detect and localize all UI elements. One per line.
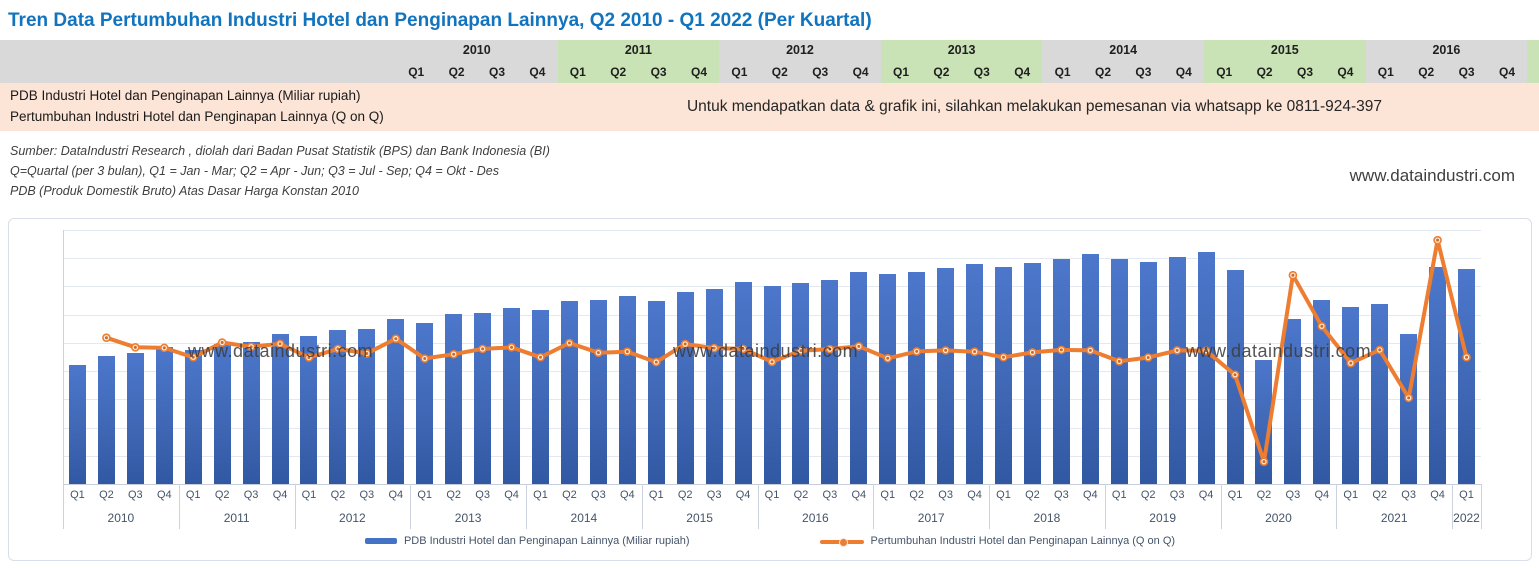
line-marker: [886, 357, 889, 360]
header-quarter-cell: Q4: [679, 60, 719, 83]
x-axis-quarter-label: Q4: [967, 489, 982, 501]
line-marker: [1147, 356, 1150, 359]
x-axis-quarter-label: Q2: [99, 489, 114, 501]
row-label-growth: Pertumbuhan Industri Hotel dan Penginapan Lainnya (Q on Q): [10, 109, 384, 124]
x-axis-year-label: 2016: [802, 511, 829, 525]
x-axis-quarter-label: Q3: [128, 489, 143, 501]
legend-label-pdb: PDB Industri Hotel dan Penginapan Lainnya (Miliar rupiah): [403, 535, 690, 547]
x-axis-quarter-label: Q4: [1314, 489, 1330, 501]
header-quarter-cell: Q3: [812, 64, 829, 79]
line-marker: [163, 346, 166, 349]
line-marker: [1031, 351, 1034, 354]
x-axis-quarter-label: Q2: [1025, 489, 1040, 501]
header-quarter-cell: Q3: [1135, 64, 1152, 79]
x-axis-year-label: 2019: [1149, 511, 1176, 525]
x-axis-quarter-label: Q4: [1082, 489, 1098, 501]
x-axis-year-label: 2010: [107, 511, 135, 525]
x-axis-quarter-label: Q4: [388, 489, 404, 501]
header-quarter-cell: Q1: [408, 64, 425, 79]
header-quarter-cell: Q1: [1054, 64, 1071, 79]
x-axis-year-label: 2018: [1033, 511, 1061, 525]
header-year-2013: 2013: [881, 40, 1043, 60]
header-year-2012: 2012: [786, 43, 814, 57]
x-axis-year-label: 2021: [1380, 511, 1408, 525]
promo-band: [0, 83, 1539, 131]
line-marker: [1436, 239, 1439, 242]
x-axis-quarter-label: Q4: [1198, 489, 1214, 501]
line-marker: [597, 351, 600, 354]
watermark-right: www.dataindustri.com: [1186, 341, 1372, 361]
line-marker: [944, 349, 947, 352]
x-axis-quarter-label: Q1: [1227, 489, 1243, 501]
x-axis-quarter-label: Q1: [1111, 489, 1127, 501]
x-axis-year-label: 2014: [570, 511, 598, 525]
x-axis-quarter-label: Q3: [1285, 489, 1301, 501]
header-year-2011: 2011: [558, 40, 720, 60]
x-axis-quarter-label: Q2: [1372, 489, 1388, 501]
header-quarter-cell: Q1: [881, 60, 921, 83]
x-axis-quarter-label: Q3: [1169, 489, 1185, 501]
line-marker: [915, 350, 918, 353]
header-partial-next-year: [1527, 40, 1539, 60]
promo-text: Untuk mendapatkan data & grafik ini, silahkan melakukan pemesanan via whatsapp ke 0811-924-397: [686, 98, 1383, 115]
watermark-center: www.dataindustri.com: [673, 341, 859, 361]
line-marker: [1465, 356, 1468, 359]
x-axis-quarter-label: Q3: [591, 489, 606, 501]
website-text: www.dataindustri.com: [1349, 166, 1515, 185]
x-axis-quarter-label: Q4: [1430, 489, 1445, 501]
x-axis-quarter-label: Q2: [909, 489, 925, 501]
header-quarter-cell: Q4: [1002, 60, 1042, 83]
line-marker: [1320, 325, 1323, 328]
line-marker: [1234, 373, 1237, 376]
x-axis-year-label: 2020: [1265, 511, 1292, 525]
x-axis-quarter-label: Q3: [1401, 489, 1416, 501]
legend-line-swatch-icon: [820, 536, 864, 546]
x-axis-quarter-label: Q1: [1459, 489, 1474, 501]
line-marker: [655, 361, 658, 364]
header-quarter-cell: Q4: [1325, 60, 1365, 83]
pdb-definition-note: PDB (Produk Domestik Bruto) Atas Dasar Harga Konstan 2010: [10, 184, 359, 198]
x-axis-quarter-label: Q2: [330, 489, 346, 501]
quarter-definition-note: Q=Quartal (per 3 bulan), Q1 = Jan - Mar; Q2 = Apr - Jun; Q3 = Jul - Sep; Q4 = Okt - Des: [10, 164, 499, 178]
x-axis-quarter-label: Q2: [446, 489, 462, 501]
x-axis-quarter-label: Q3: [359, 489, 375, 501]
header-quarter-row: [0, 60, 1539, 83]
line-marker: [568, 342, 571, 345]
header-quarter-cell: Q2: [1418, 64, 1435, 79]
legend-item-pdb: [365, 535, 690, 547]
header-quarter-cell: Q4: [1498, 64, 1515, 79]
header-quarter-cell: Q4: [1175, 64, 1192, 79]
x-axis-quarter-label: Q1: [417, 489, 433, 501]
line-marker: [1349, 362, 1352, 365]
line-marker: [1002, 356, 1005, 359]
x-axis-quarter-label: Q3: [1054, 489, 1069, 501]
x-axis-year-label: 2013: [454, 511, 482, 525]
x-axis-quarter-label: Q4: [851, 489, 867, 501]
header-quarter-cell: Q1: [1204, 60, 1244, 83]
header-quarter-cell: Q3: [638, 60, 678, 83]
header-year-2010: 2010: [462, 43, 491, 57]
header-year-2014: 2014: [1109, 43, 1138, 57]
x-axis-quarter-label: Q2: [677, 489, 693, 501]
x-axis-quarter-label: Q1: [185, 489, 201, 501]
x-axis-quarter-label: Q1: [301, 489, 317, 501]
x-axis-quarter-label: Q3: [243, 489, 259, 501]
header-quarter-cell: Q3: [488, 64, 505, 79]
x-axis-quarter-label: Q4: [156, 489, 172, 501]
x-axis-quarter-label: Q2: [562, 489, 577, 501]
x-axis-quarter-label: Q1: [880, 489, 896, 501]
header-quarter-cell: Q1: [1377, 64, 1394, 79]
x-axis-year-label: 2012: [339, 511, 366, 525]
x-axis-quarter-label: Q2: [1140, 489, 1156, 501]
x-axis-quarter-label: Q3: [706, 489, 722, 501]
source-note: Sumber: DataIndustri Research , diolah dari Badan Pusat Statistik (BPS) dan Bank Indonesia (BI): [10, 144, 550, 158]
chart-legend: [9, 535, 1531, 547]
line-marker: [423, 357, 426, 360]
line-marker: [1407, 396, 1410, 399]
x-axis-year-label: 2011: [223, 511, 250, 525]
header-year-2016: 2016: [1432, 43, 1461, 57]
header-quarter-cell: Q2: [1094, 64, 1111, 79]
line-marker: [539, 356, 542, 359]
combo-chart: [8, 218, 1532, 561]
x-axis-quarter-label: Q1: [996, 489, 1011, 501]
line-series: [9, 219, 1531, 560]
x-axis-quarter-label: Q3: [475, 489, 490, 501]
line-marker: [134, 346, 137, 349]
x-axis-quarter-label: Q2: [793, 489, 809, 501]
x-axis-quarter-label: Q1: [764, 489, 780, 501]
x-axis-quarter-label: Q4: [619, 489, 635, 501]
x-axis-quarter-label: Q3: [822, 489, 838, 501]
x-axis-quarter-label: Q1: [70, 489, 85, 501]
header-quarter-cell: Q1: [731, 64, 748, 79]
legend-bar-swatch-icon: [365, 538, 397, 544]
header-quarter-cell: Q4: [852, 64, 869, 79]
header-quarter-cell: Q3: [962, 60, 1002, 83]
line-marker: [510, 346, 513, 349]
x-axis-quarter-label: Q1: [648, 489, 664, 501]
x-axis-quarter-label: Q2: [1256, 489, 1272, 501]
x-axis-quarter-label: Q4: [735, 489, 751, 501]
header-quarter-cell: Q3: [1458, 64, 1475, 79]
x-axis-year-label: 2022: [1453, 511, 1480, 525]
line-marker: [394, 337, 397, 340]
line-marker: [1378, 348, 1381, 351]
header-quarter-cell: Q2: [771, 64, 788, 79]
x-axis-quarter-label: Q3: [938, 489, 953, 501]
header-quarter-cell: Q2: [1244, 60, 1284, 83]
line-marker: [626, 350, 629, 353]
x-axis-year-label: 2017: [917, 511, 945, 525]
line-marker: [973, 350, 976, 353]
x-axis-year-label: 2015: [686, 511, 713, 525]
line-marker: [1118, 360, 1121, 363]
row-label-pdb: PDB Industri Hotel dan Penginapan Lainnya (Miliar rupiah): [10, 88, 361, 103]
line-marker: [1089, 349, 1092, 352]
header-quarter-cell: Q1: [558, 60, 598, 83]
header-quarter-cell: Q2: [448, 64, 465, 79]
watermark-left: www.dataindustri.com: [188, 341, 374, 361]
header-quarter-cell: Q2: [921, 60, 961, 83]
page-title: Tren Data Pertumbuhan Industri Hotel dan Penginapan Lainnya, Q2 2010 - Q1 2022 (Per Kuartal): [8, 10, 872, 31]
legend-item-growth: [820, 535, 1176, 547]
line-marker: [105, 336, 108, 339]
x-axis-quarter-label: Q1: [533, 489, 548, 501]
line-marker: [1262, 460, 1265, 463]
header-year-2015: 2015: [1204, 40, 1366, 60]
line-marker: [452, 353, 455, 356]
line-marker: [481, 347, 484, 350]
x-axis-quarter-label: Q1: [1343, 489, 1359, 501]
header-partial-next-year: [1527, 60, 1539, 83]
line-marker: [1060, 348, 1063, 351]
header-quarter-cell: Q2: [598, 60, 638, 83]
x-axis-quarter-label: Q4: [272, 489, 288, 501]
header-quarter-cell: Q4: [529, 64, 546, 79]
legend-label-growth: Pertumbuhan Industri Hotel dan Penginapan Lainnya (Q on Q): [870, 535, 1176, 547]
x-axis-quarter-label: Q4: [504, 489, 519, 501]
line-marker: [1176, 349, 1179, 352]
header-quarter-cell: Q3: [1285, 60, 1325, 83]
line-marker: [1291, 274, 1294, 277]
header-year-row: [0, 40, 1539, 60]
x-axis-quarter-label: Q2: [214, 489, 230, 501]
